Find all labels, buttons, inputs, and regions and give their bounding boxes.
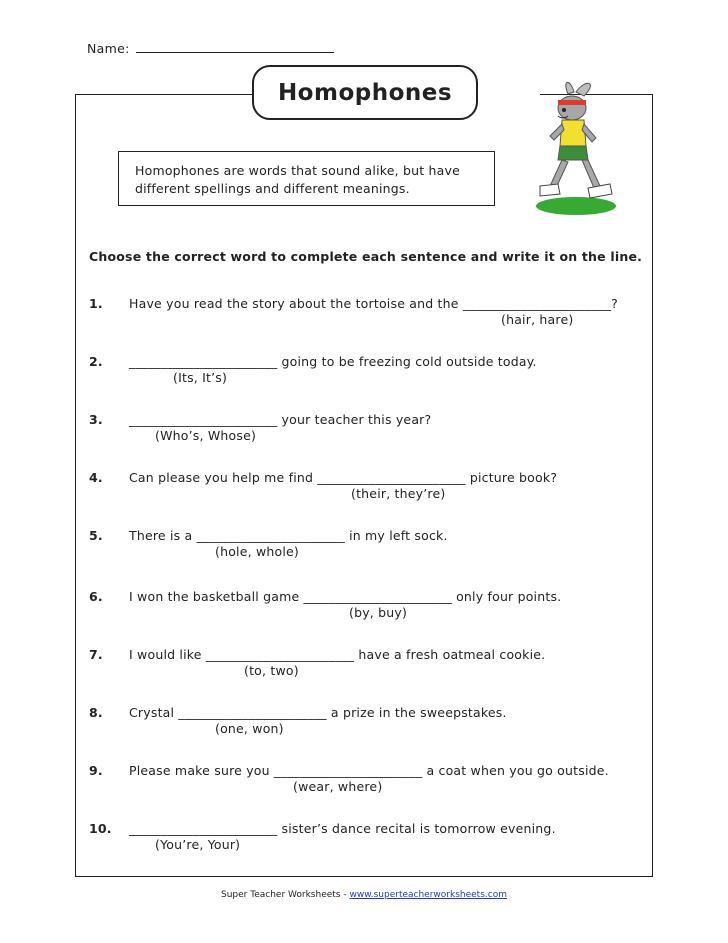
question-sentence[interactable]: _______________________ sister’s dance recital is tomorrow evening.	[129, 821, 556, 836]
question-number: 2.	[89, 354, 103, 369]
word-choices: (You’re, Your)	[155, 837, 241, 852]
question-number: 7.	[89, 647, 103, 662]
question-number: 6.	[89, 589, 103, 604]
grass-patch	[536, 197, 616, 215]
question-number: 10.	[89, 821, 112, 836]
name-blank-line[interactable]	[136, 40, 334, 53]
word-choices: (wear, where)	[293, 779, 383, 794]
shorts	[558, 146, 588, 160]
running-rabbit-icon	[528, 78, 624, 218]
question-number: 8.	[89, 705, 103, 720]
question-sentence[interactable]: There is a _______________________ in my left sock.	[129, 528, 448, 543]
footer-link[interactable]: www.superteacherworksheets.com	[349, 890, 507, 900]
question-number: 9.	[89, 763, 103, 778]
worksheet-title	[252, 65, 478, 120]
footer-text: Super Teacher Worksheets -	[221, 890, 347, 900]
word-choices: (by, buy)	[349, 605, 408, 620]
word-choices: (one, won)	[215, 721, 284, 736]
question-number: 4.	[89, 470, 103, 485]
headband	[558, 100, 586, 105]
name-field[interactable]	[87, 40, 334, 56]
definition-line-1: Homophones are words that sound alike, but have	[135, 163, 460, 178]
question-number: 1.	[89, 296, 103, 311]
word-choices: (their, they’re)	[351, 486, 446, 501]
question-sentence[interactable]: I would like _______________________ have a fresh oatmeal cookie.	[129, 647, 546, 662]
word-choices: (to, two)	[244, 663, 299, 678]
question-sentence[interactable]: _______________________ going to be freezing cold outside today.	[129, 354, 537, 369]
question-sentence[interactable]: I won the basketball game _______________________ only four points.	[129, 589, 562, 604]
word-choices: (Its, It’s)	[173, 370, 228, 385]
definition-line-2: different spellings and different meanings.	[135, 181, 410, 196]
question-sentence[interactable]: Crystal _______________________ a prize in the sweepstakes.	[129, 705, 507, 720]
question-number: 5.	[89, 528, 103, 543]
question-number: 3.	[89, 412, 103, 427]
question-sentence[interactable]: _______________________ your teacher this year?	[129, 412, 432, 427]
instructions: Choose the correct word to complete each sentence and write it on the line.	[89, 249, 643, 264]
question-sentence[interactable]: Can please you help me find _______________________ picture book?	[129, 470, 558, 485]
word-choices: (hole, whole)	[215, 544, 299, 559]
word-choices: (Who’s, Whose)	[155, 428, 257, 443]
question-sentence[interactable]: Have you read the story about the tortoise and the _______________________?	[129, 296, 619, 311]
name-label: Name:	[87, 41, 130, 56]
question-sentence[interactable]: Please make sure you _______________________ a coat when you go outside.	[129, 763, 609, 778]
title-text: Homophones	[277, 79, 453, 106]
shirt	[560, 120, 586, 146]
word-choices: (hair, hare)	[501, 312, 574, 327]
footer	[0, 890, 728, 900]
definition-box	[118, 151, 495, 206]
